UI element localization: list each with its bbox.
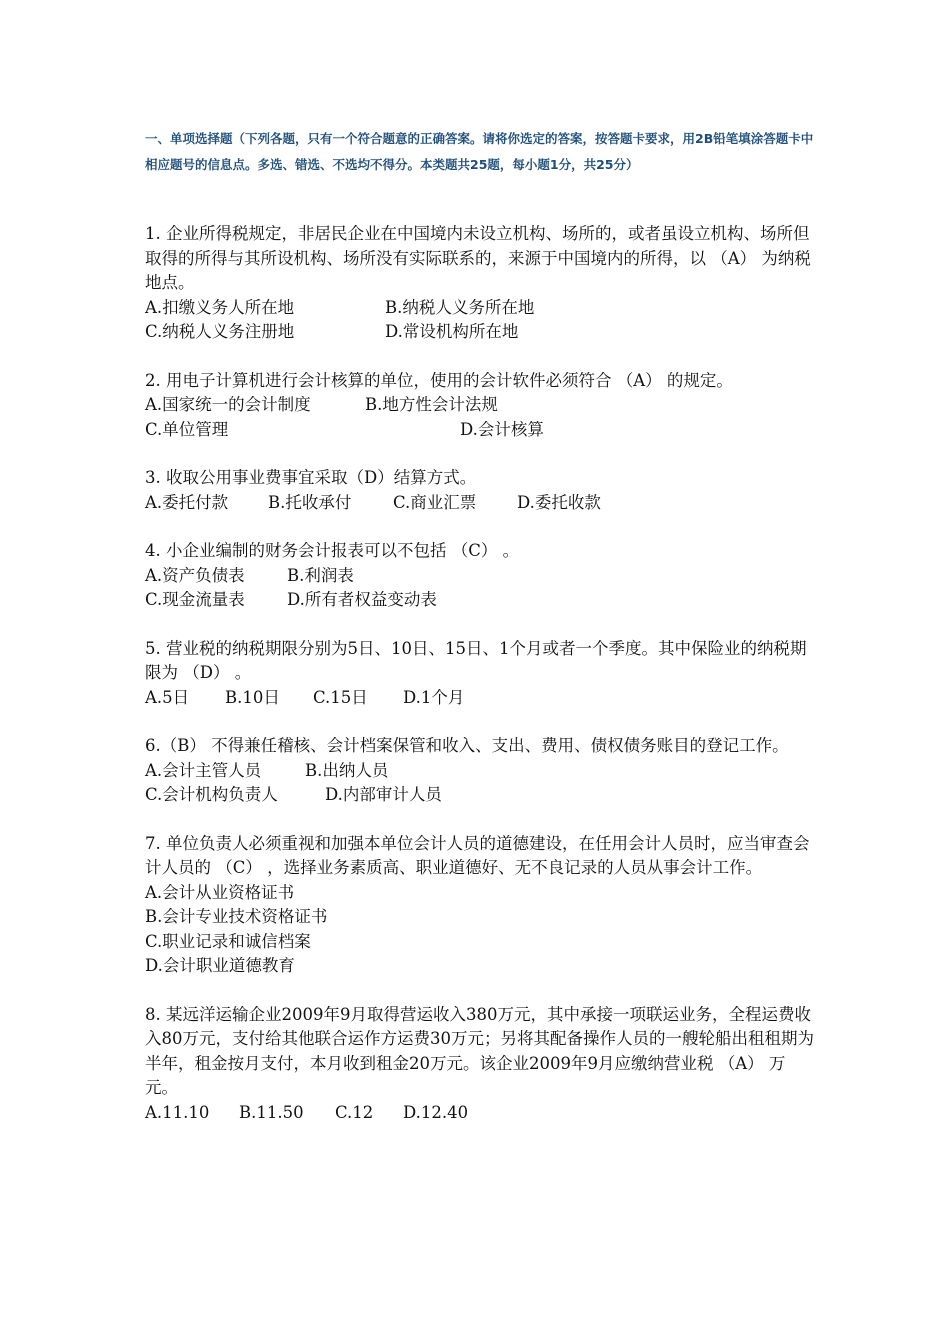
option-d: D.常设机构所在地 <box>385 322 519 341</box>
option-row <box>145 686 815 711</box>
option-a: A.委托付款 <box>145 492 229 512</box>
question-5 <box>145 637 815 711</box>
option-b: B.11.50 <box>239 1102 304 1122</box>
option-d: D.会计职业道德教育 <box>145 956 295 975</box>
option-c: C.现金流量表 <box>145 590 245 609</box>
option-d: D.委托收款 <box>517 492 601 512</box>
option-row <box>145 588 815 613</box>
option-row <box>145 881 815 906</box>
option-a: A.资产负债表 <box>145 565 245 585</box>
question-stem: 6.（B） 不得兼任稽核、会计档案保管和收入、支出、费用、债权债务账目的登记工作。 <box>145 736 789 755</box>
option-row <box>145 783 815 808</box>
option-c: C.单位管理 <box>145 419 229 439</box>
option-a: A.会计主管人员 <box>145 760 262 780</box>
question-3 <box>145 466 815 515</box>
section-header: 一、单项选择题（下列各题，只有一个符合题意的正确答案。请将你选定的答案，按答题卡要求，用2B铅笔填涂答题卡中相应题号的信息点。多选、错选、不选均不得分。本类题共25题，每小题1分，共25分） <box>145 131 814 172</box>
option-c: C.会计机构负责人 <box>145 785 278 804</box>
option-b: B.出纳人员 <box>305 760 389 780</box>
option-b: B.地方性会计法规 <box>365 395 498 414</box>
option-row <box>145 1101 815 1126</box>
option-row <box>145 491 815 516</box>
option-b: B.纳税人义务所在地 <box>385 297 535 317</box>
option-d: D.所有者权益变动表 <box>287 590 437 609</box>
question-stem: 7. 单位负责人必须重视和加强本单位会计人员的道德建设，在任用会计人员时，应当审查会计人员的 （C） ，选择业务素质高、职业道德好、无不良记录的人员从事会计工作。 <box>145 833 810 877</box>
option-c: C.纳税人义务注册地 <box>145 322 295 341</box>
question-4 <box>145 539 815 613</box>
question-stem: 5. 营业税的纳税期限分别为5日、10日、15日、1个月或者一个季度。其中保险业的纳税期限为 （D） 。 <box>145 638 807 682</box>
question-list <box>145 222 815 1149</box>
question-stem: 8. 某远洋运输企业2009年9月取得营运收入380万元，其中承接一项联运业务，全程运费收入80万元，支付给其他联合运作方运费30万元；另将其配备操作人员的一艘轮船出租租期为半年，租金按月支付，本月收到租金20万元。该企业2009年9月应缴纳营业税 （A） 万元。 <box>145 1004 814 1097</box>
option-a: A.国家统一的会计制度 <box>145 395 311 414</box>
option-row <box>145 564 815 589</box>
option-row <box>145 320 815 345</box>
question-stem: 1. 企业所得税规定，非居民企业在中国境内未设立机构、场所的，或者虽设立机构、场所但取得的所得与其所设机构、场所没有实际联系的，来源于中国境内的所得，以 （A） 为纳税地点。 <box>145 224 811 292</box>
option-c: C.15日 <box>313 687 368 707</box>
question-8 <box>145 1003 815 1126</box>
option-c: C.12 <box>335 1102 374 1122</box>
option-c: C.商业汇票 <box>393 492 477 512</box>
option-d: D.内部审计人员 <box>325 785 442 804</box>
option-c: C.职业记录和诚信档案 <box>145 931 311 951</box>
question-6 <box>145 734 815 808</box>
question-1 <box>145 222 815 345</box>
option-a: A.扣缴义务人所在地 <box>145 297 295 317</box>
option-a: A.会计从业资格证书 <box>145 882 295 902</box>
question-stem: 4. 小企业编制的财务会计报表可以不包括 （C） 。 <box>145 541 520 560</box>
option-row <box>145 296 815 321</box>
option-a: A.11.10 <box>145 1102 210 1122</box>
option-row <box>145 905 815 930</box>
option-row <box>145 930 815 955</box>
question-7 <box>145 832 815 979</box>
option-row <box>145 759 815 784</box>
option-d: D.12.40 <box>403 1102 469 1122</box>
option-d: D.会计核算 <box>460 419 544 439</box>
option-row <box>145 418 815 443</box>
option-b: B.10日 <box>225 687 280 707</box>
option-b: B.利润表 <box>287 565 354 585</box>
option-b: B.托收承付 <box>268 492 352 512</box>
question-2 <box>145 369 815 443</box>
option-d: D.1个月 <box>403 687 465 707</box>
question-stem: 3. 收取公用事业费事宜采取（D）结算方式。 <box>145 468 477 487</box>
option-row <box>145 954 815 979</box>
option-b: B.会计专业技术资格证书 <box>145 907 328 926</box>
question-stem: 2. 用电子计算机进行会计核算的单位，使用的会计软件必须符合 （A） 的规定。 <box>145 370 733 390</box>
option-a: A.5日 <box>145 687 190 707</box>
option-row <box>145 393 815 418</box>
